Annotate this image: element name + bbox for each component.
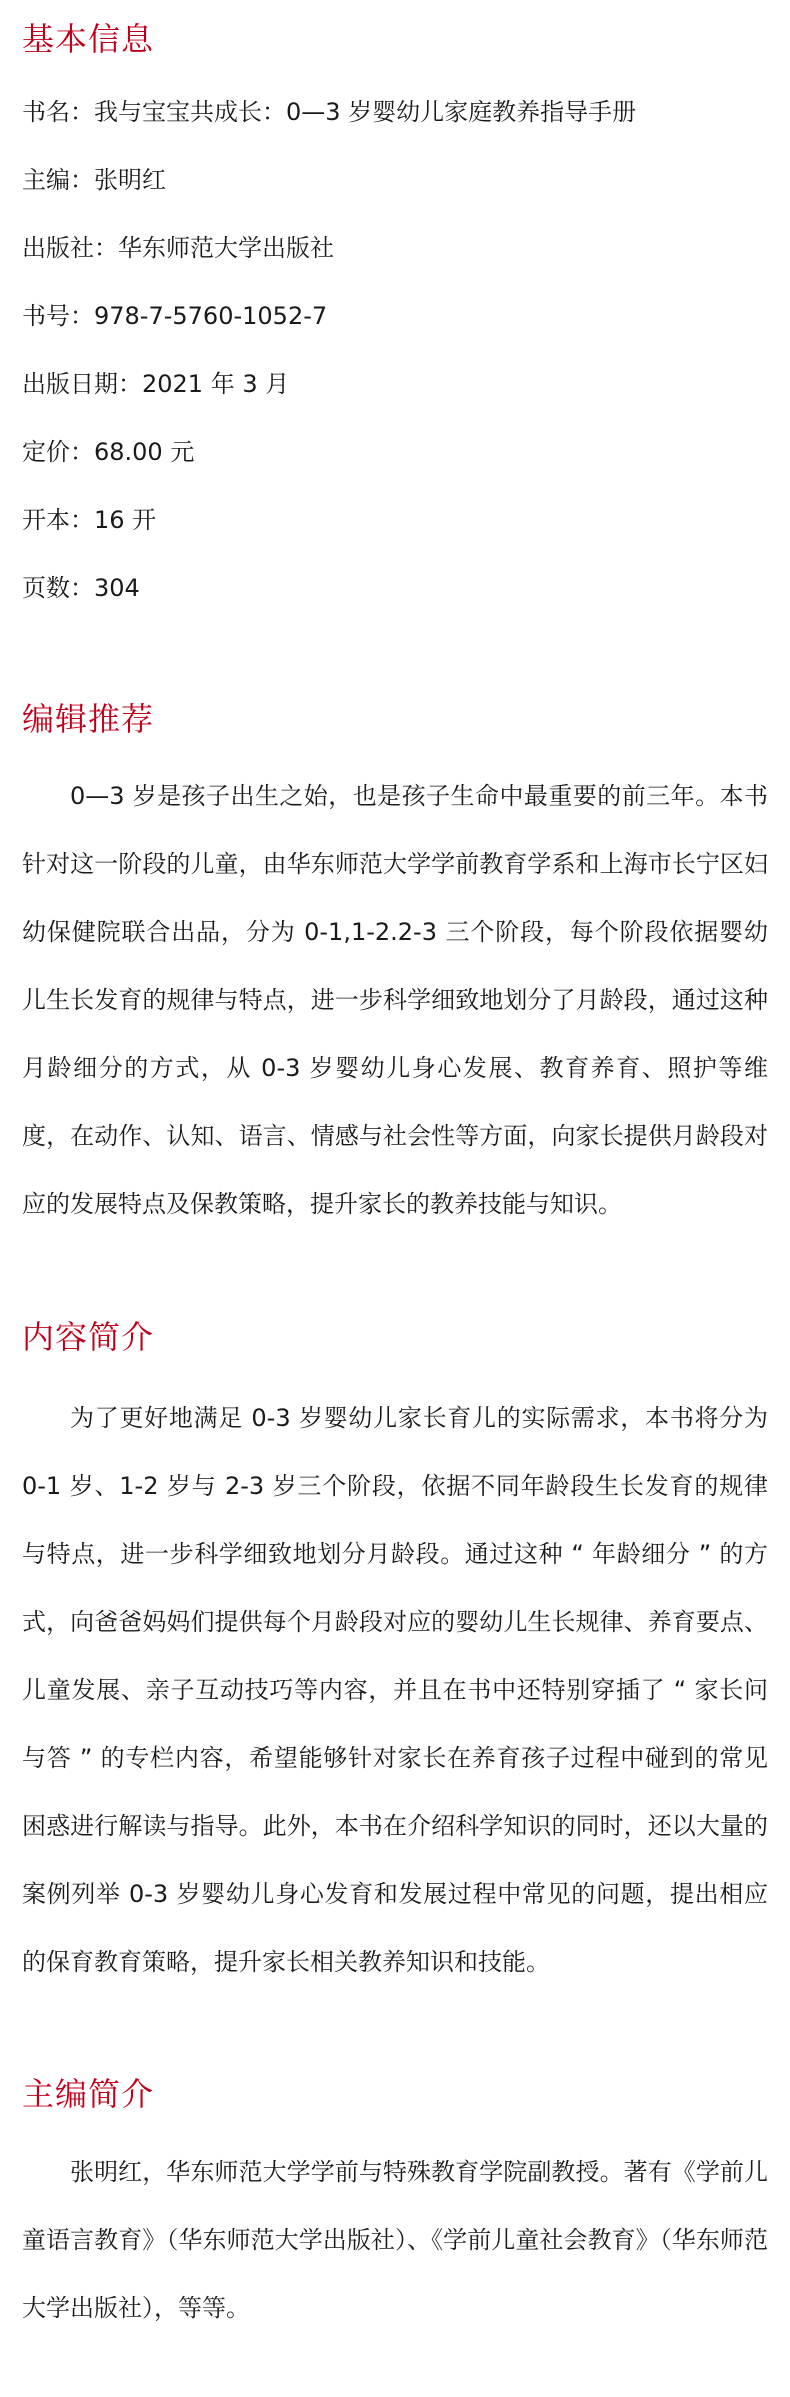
info-item-format: 开本：16 开: [22, 506, 157, 534]
info-item-isbn: 书号：978-7-5760-1052-7: [22, 302, 328, 330]
basic-info-list: [22, 96, 636, 640]
content-intro-heading: 内容简介: [22, 1318, 155, 1356]
info-item-publish-date: 出版日期：2021 年 3 月: [22, 370, 290, 398]
info-item-publisher: 出版社：华东师范大学出版社: [22, 234, 334, 262]
info-item-editor: 主编：张明红: [22, 166, 166, 194]
content-intro-text: 为了更好地满足 0-3 岁婴幼儿家长育儿的实际需求，本书将分为 0-1 岁、1-2 岁与 2-3 岁三个阶段，依据不同年龄段生长发育的规律与特点，进一步科学细致地划分月龄段。通过这种 “ 年龄细分 ” 的方式，向爸爸妈妈们提供每个月龄段对应的婴幼儿生长规律、养育要点、儿童发展、亲子互动技巧等内容，并且在书中还特别穿插了 “ 家长问与答 ” 的专栏内容，希望能够针对家长在养育孩子过程中碰到的常见困惑进行解读与指导。此外，本书在介绍科学知识的同时，还以大量的案例列举 0-3 岁婴幼儿身心发育和发展过程中常见的问题，提出相应的保育教育策略，提升家长相关教养知识和技能。: [22, 1404, 768, 1976]
editor-intro-heading: 主编简介: [22, 2075, 155, 2113]
editor-recommend-heading: 编辑推荐: [22, 700, 155, 738]
info-item-price: 定价：68.00 元: [22, 438, 195, 466]
basic-info-heading: 基本信息: [22, 20, 155, 58]
editor-intro-text: 张明红，华东师范大学学前与特殊教育学院副教授。著有《学前儿童语言教育》（华东师范大学出版社）、《学前儿童社会教育》（华东师范大学出版社），等等。: [22, 2158, 768, 2322]
info-item-pages: 页数：304: [22, 574, 140, 602]
editor-recommend-text: 0—3 岁是孩子出生之始，也是孩子生命中最重要的前三年。本书针对这一阶段的儿童，由华东师范大学学前教育学系和上海市长宁区妇幼保健院联合出品，分为 0-1,1-2.2-3 三个阶段，每个阶段依据婴幼儿生长发育的规律与特点，进一步科学细致地划分了月龄段，通过这种月龄细分的方式，从 0-3 岁婴幼儿身心发展、教育养育、照护等维度，在动作、认知、语言、情感与社会性等方面，向家长提供月龄段对应的发展特点及保教策略，提升家长的教养技能与知识。: [22, 782, 768, 1218]
info-item-title: 书名：我与宝宝共成长：0—3 岁婴幼儿家庭教养指导手册: [22, 98, 637, 126]
